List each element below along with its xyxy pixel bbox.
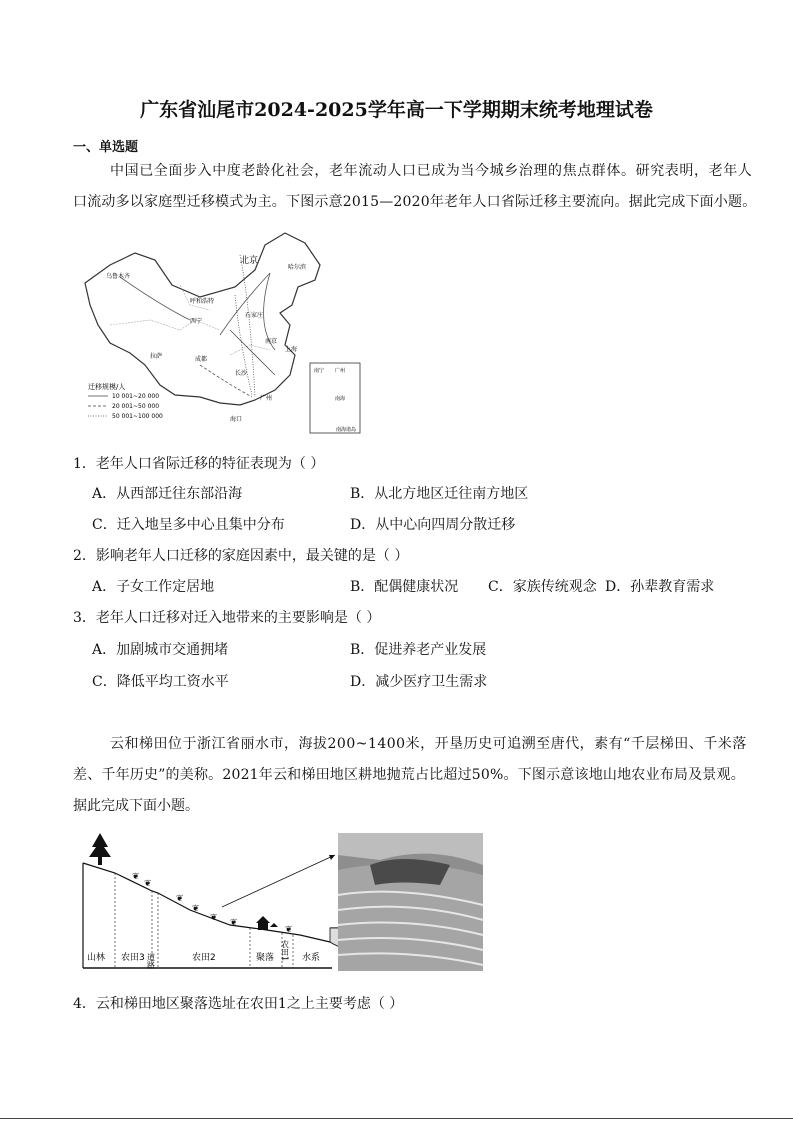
zone-label: 水系 bbox=[302, 953, 321, 963]
section-heading: 一、单选题 bbox=[73, 140, 139, 155]
passage2-line1: 云和梯田位于浙江省丽水市，海拔200~1400米，开垦历史可追溯至唐代，素有“千层梯田、千米落 bbox=[110, 736, 747, 752]
q2-option-b[interactable]: B．配偶健康状况 bbox=[350, 579, 459, 595]
q3-option-b[interactable]: B．促进养老产业发展 bbox=[350, 642, 487, 658]
svg-text:❦: ❦ bbox=[210, 913, 218, 923]
question-3-stem: 3．老年人口迁移对迁入地带来的主要影响是（ ） bbox=[73, 610, 381, 626]
terrace-photo bbox=[338, 833, 483, 971]
q1-option-a[interactable]: A．从西部迁往东部沿海 bbox=[92, 486, 243, 502]
zone-label: 道路 bbox=[146, 953, 156, 969]
zone-label: 农田2 bbox=[192, 953, 216, 963]
passage1-line1: 中国已全面步入中度老龄化社会，老年流动人口已成为当今城乡治理的焦点群体。研究表明，老年人 bbox=[110, 163, 753, 179]
map-city-label: 广州 bbox=[260, 395, 273, 402]
legend-title: 迁移规模/人 bbox=[88, 383, 126, 391]
q1-option-b[interactable]: B．从北方地区迁往南方地区 bbox=[350, 486, 529, 502]
zone-label: 农田1 bbox=[280, 940, 290, 962]
q1-option-c[interactable]: C．迁入地呈多中心且集中分布 bbox=[92, 517, 285, 533]
map-city-label: 乌鲁木齐 bbox=[106, 273, 131, 280]
map-city-label: 哈尔滨 bbox=[288, 264, 307, 271]
map-city-label: 上海 bbox=[285, 346, 298, 353]
map-city-label: 南京 bbox=[265, 338, 278, 345]
page-bottom-rule bbox=[0, 1118, 793, 1119]
map-city-label: 北京 bbox=[240, 256, 259, 266]
migration-map bbox=[80, 225, 370, 435]
map-city-label: 石家庄 bbox=[245, 312, 264, 319]
svg-text:❦: ❦ bbox=[285, 925, 293, 935]
map-city-label: 长沙 bbox=[235, 370, 248, 377]
map-city-label: 广州 bbox=[335, 368, 346, 374]
svg-text:❦: ❦ bbox=[230, 918, 238, 928]
q2-option-c[interactable]: C．家族传统观念 bbox=[488, 579, 597, 595]
svg-text:❦: ❦ bbox=[132, 872, 140, 882]
question-1-stem: 1．老年人口省际迁移的特征表现为（ ） bbox=[73, 456, 325, 472]
q3-option-c[interactable]: C．降低平均工资水平 bbox=[92, 674, 229, 690]
map-city-label: 南宁 bbox=[314, 368, 325, 374]
map-city-label: 呼和浩特 bbox=[190, 298, 215, 305]
map-city-label: 成都 bbox=[195, 356, 208, 363]
map-city-label: 拉萨 bbox=[150, 353, 163, 360]
q3-option-a[interactable]: A．加剧城市交通拥堵 bbox=[92, 642, 229, 658]
sea-label: 南海 bbox=[335, 396, 346, 402]
zone-label: 农田3 bbox=[121, 953, 145, 963]
svg-text:❦: ❦ bbox=[176, 894, 184, 904]
q3-option-d[interactable]: D．减少医疗卫生需求 bbox=[350, 674, 488, 690]
svg-text:❦: ❦ bbox=[144, 879, 152, 889]
q1-option-d[interactable]: D．从中心向四周分散迁移 bbox=[350, 517, 516, 533]
question-2-stem: 2．影响老年人口迁移的家庭因素中，最关键的是（ ） bbox=[73, 548, 409, 564]
tree-icon bbox=[89, 833, 111, 865]
q2-option-d[interactable]: D．孙辈教育需求 bbox=[605, 579, 715, 595]
map-city-label: 海口 bbox=[230, 416, 243, 423]
passage2-line2: 差、千年历史”的美称。2021年云和梯田地区耕地抛荒占比超过50%。下图示意该地山地农业布局及景观。 bbox=[73, 767, 745, 783]
map-city-label: 西宁 bbox=[190, 318, 203, 325]
question-4-stem: 4．云和梯田地区聚落选址在农田1之上主要考虑（ ） bbox=[73, 996, 404, 1012]
terrace-profile-diagram bbox=[80, 825, 490, 975]
zone-label: 聚落 bbox=[256, 953, 275, 963]
inset-label: 南海诸岛 bbox=[336, 427, 357, 433]
page-title: 广东省汕尾市2024-2025学年高一下学期期末统考地理试卷 bbox=[140, 99, 653, 121]
svg-text:❦: ❦ bbox=[192, 904, 200, 914]
zone-label: 山林 bbox=[87, 953, 106, 963]
passage2-line3: 据此完成下面小题。 bbox=[73, 798, 199, 814]
passage1-line2: 口流动多以家庭型迁移模式为主。下图示意2015—2020年老年人口省际迁移主要流向。据此完成下面小题。 bbox=[73, 194, 757, 210]
legend-item: 50 001~100 000 bbox=[112, 413, 163, 420]
house-icon bbox=[256, 916, 278, 930]
legend-item: 20 001~50 000 bbox=[112, 403, 160, 410]
china-outline bbox=[85, 233, 320, 405]
legend-item: 10 001~20 000 bbox=[112, 393, 160, 400]
q2-option-a[interactable]: A．子女工作定居地 bbox=[92, 579, 215, 595]
